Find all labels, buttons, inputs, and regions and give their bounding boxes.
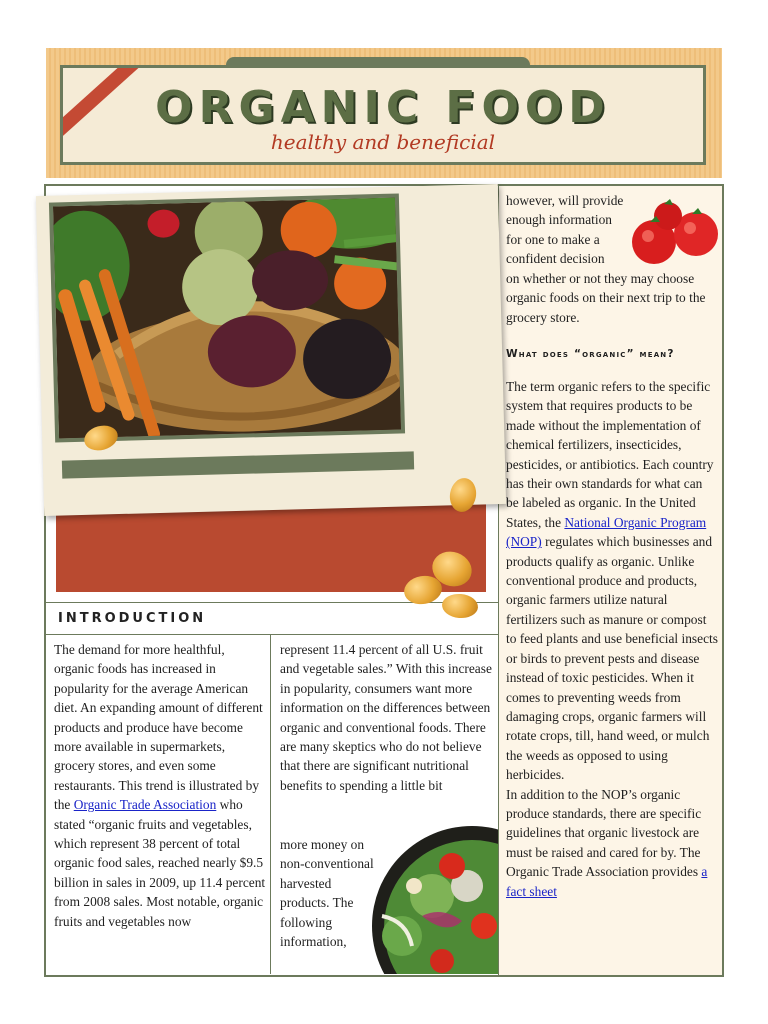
national-organic-program-link[interactable]: National Organic Program (NOP): [506, 514, 707, 550]
banner-title-panel: [60, 65, 706, 165]
column-divider: [270, 634, 271, 974]
paragraph-text: In addition to the NOP’s organic produce standards, there are specific guidelines that organic livestock are must be raised and cared for by. The Organic Trade Association provides: [506, 786, 702, 880]
introduction-column-1: [54, 640, 266, 931]
introduction-heading: INTRODUCTION: [58, 611, 207, 626]
organic-definition-body: [506, 377, 718, 901]
paragraph-text: The term organic refers to the specific system that requires products to be made without the implementation of chemical fertilizers, insecticides, pesticides, or antibiotics. Each country has their own standards for what can be labeled as organic. In the United States, the: [506, 379, 714, 530]
intro-text: The demand for more healthful, organic foods has increased in popularity for the average American diet. An expanding amount of different products and produce have become more available in supermarkets, grocery stores, and even some restaurants. This trend is illustrated by the: [54, 642, 263, 813]
paragraph-text: regulates which businesses and products qualify as organic. Unlike conventional produce and products, organic farmers utilize natural fertilizers such as manure or compost to feed plants and use beneficial insects or birds to prevent pests and disease instead of toxic pesticides. When it comes to preventing weeds from damaging crops, organic farmers will rotate crops, till, hand weed, or mulch the weeds as opposed to using herbicides.: [506, 534, 718, 783]
fact-sheet-link[interactable]: a fact sheet: [506, 864, 708, 899]
right-column-continuation: however, will provide enough information for one to make a confident decision: [506, 193, 624, 267]
divider: [46, 634, 498, 635]
page-title: ORGANIC FOOD: [155, 82, 611, 133]
what-does-organic-mean-heading: What does “organic” mean?: [506, 348, 675, 360]
right-column-continuation-2: on whether or not they may choose organic foods on their next trip to the grocery store.: [506, 271, 706, 325]
tomatoes-icon: [628, 198, 720, 266]
organic-trade-association-link[interactable]: Organic Trade Association: [73, 797, 217, 813]
salad-bowl-photo: [372, 826, 498, 974]
introduction-column-2-narrow: more money on non-conventional harvested products. The following information,: [280, 837, 374, 950]
paragraph: [506, 785, 718, 901]
paragraph: [506, 377, 718, 785]
page-subtitle: healthy and beneficial: [270, 130, 496, 154]
introduction-column-2: represent 11.4 percent of all U.S. fruit and vegetable sales.” With this increase in popularity, consumers want more information on the differences between organic and conventional foods. There are many skeptics who do not believe that there are significant nutritional benefits to spending a little bit: [280, 642, 492, 793]
intro-text: who stated “organic fruits and vegetables, which represent 38 percent of total organic food sales, reached nearly $9.5 billion in sales in 2009, up 11.4 percent from 2008 sales. Most notable, organic fruits and vegetables now: [54, 797, 266, 929]
vegetable-basket-photo: [49, 193, 405, 442]
